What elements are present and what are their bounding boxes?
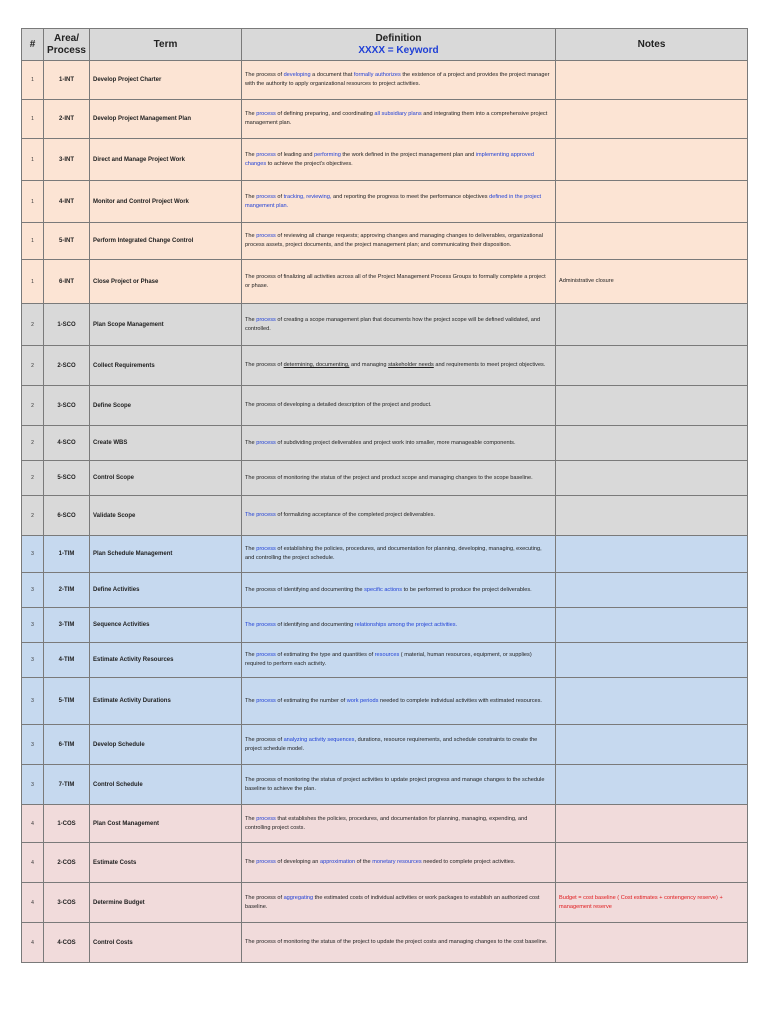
row-number: 4 — [22, 805, 44, 843]
row-term: Create WBS — [90, 426, 242, 461]
row-notes — [556, 100, 748, 139]
table-row — [22, 496, 748, 536]
definition-text: needed to complete project activities. — [421, 859, 516, 866]
table-row — [22, 139, 748, 181]
row-term: Collect Requirements — [90, 346, 242, 386]
keyword-text: process — [256, 233, 276, 240]
row-notes — [556, 223, 748, 260]
table-body — [22, 61, 748, 963]
keyword-text: aggregating — [283, 894, 314, 901]
header-term: Term — [90, 29, 242, 61]
row-process-code: 3-INT — [44, 139, 90, 181]
keyword-text: defined in the project mangement plan. — [245, 193, 542, 209]
row-definition — [242, 678, 556, 725]
row-notes — [556, 181, 748, 223]
table-row — [22, 61, 748, 100]
row-term: Plan Cost Management — [90, 805, 242, 843]
definition-text: The — [245, 316, 257, 323]
row-process-code: 3-TIM — [44, 608, 90, 643]
row-process-code: 1-COS — [44, 805, 90, 843]
row-notes — [556, 765, 748, 805]
definition-text: of reviewing all change requests; approving changes and managing changes to deliverables, organizational process assets, project documents, and the project management plan; and communicating their disposition. — [245, 233, 543, 248]
definition-text: The process of finalizing all activities across all of the Project Management Process Groups to formally complete a project or phase. — [245, 273, 546, 289]
definition-text: of leading and — [275, 151, 315, 158]
header-area: Area/ Process — [44, 29, 90, 61]
table-row — [22, 304, 748, 346]
row-definition — [242, 461, 556, 496]
row-notes — [556, 461, 748, 496]
row-term: Develop Project Charter — [90, 61, 242, 100]
keyword-text: specific actions — [364, 586, 403, 593]
row-term: Define Scope — [90, 386, 242, 426]
row-process-code: 1-INT — [44, 61, 90, 100]
row-number: 3 — [22, 573, 44, 608]
keyword-text: process — [256, 859, 276, 866]
row-term: Develop Project Management Plan — [90, 100, 242, 139]
row-definition — [242, 223, 556, 260]
row-definition — [242, 100, 556, 139]
row-definition — [242, 260, 556, 304]
underlined-text: stakeholder needs — [388, 362, 434, 369]
row-notes — [556, 61, 748, 100]
row-term: Estimate Activity Resources — [90, 643, 242, 678]
keyword-text: approximation — [319, 859, 356, 866]
row-definition — [242, 923, 556, 963]
definition-text: The — [245, 439, 257, 446]
definition-text: of formalizing acceptance of the completed project deliverables. — [275, 512, 435, 519]
keyword-text: work periods — [346, 697, 379, 704]
row-term: Develop Schedule — [90, 725, 242, 765]
keyword-text: resources — [374, 652, 400, 659]
table-row — [22, 386, 748, 426]
keyword-text: process — [256, 151, 276, 158]
definition-text: The — [245, 697, 257, 704]
definition-text: The process of — [245, 72, 284, 79]
definition-text: The — [245, 652, 257, 659]
row-definition — [242, 765, 556, 805]
table-row — [22, 536, 748, 573]
row-notes — [556, 536, 748, 573]
row-definition — [242, 536, 556, 573]
table-row — [22, 461, 748, 496]
definition-text: and integrating them into a comprehensive project management plan. — [245, 111, 548, 126]
row-number: 4 — [22, 923, 44, 963]
keyword-text: implementing approved changes — [245, 151, 534, 167]
keyword-text: process — [256, 697, 276, 704]
row-notes — [556, 386, 748, 426]
row-notes — [556, 923, 748, 963]
definition-text: of establishing the policies, procedures, and documentation for planning, developing, managing, executing, and controlling the project schedule. — [245, 546, 542, 561]
process-table — [21, 28, 748, 963]
row-number: 4 — [22, 883, 44, 923]
row-process-code: 1-TIM — [44, 536, 90, 573]
header-definition-label: Definition — [375, 32, 422, 44]
definition-text: The process of developing a detailed description of the project and product. — [245, 402, 432, 409]
row-number: 1 — [22, 181, 44, 223]
row-process-code: 5-SCO — [44, 461, 90, 496]
definition-text: The process of monitoring the status of the project to update the project costs and managing changes to the cost baseline. — [245, 939, 548, 946]
row-process-code: 6-INT — [44, 260, 90, 304]
definition-text: that establishes the policies, procedures, and documentation for planning, managing, expending, and controlling project costs. — [245, 815, 528, 831]
header-notes: Notes — [556, 29, 748, 61]
keyword-text: process — [256, 652, 276, 659]
definition-text: of estimating the type and quantities of — [275, 652, 375, 659]
row-notes: Budget = cost baseline ( Cost estimates + contengency reserve) + management reserve — [556, 883, 748, 923]
row-process-code: 2-TIM — [44, 573, 90, 608]
row-notes — [556, 843, 748, 883]
row-notes — [556, 608, 748, 643]
table-row — [22, 260, 748, 304]
definition-text: of creating a scope management plan that documents how the project scope will be defined validated, and controlled. — [245, 316, 541, 332]
row-definition — [242, 843, 556, 883]
row-notes — [556, 139, 748, 181]
keyword-text: performing — [314, 151, 341, 158]
table-row — [22, 883, 748, 923]
table-row — [22, 678, 748, 725]
keyword-text: The process — [245, 512, 276, 519]
row-number: 2 — [22, 304, 44, 346]
definition-text: ( material, human resources, equipment, or supplies) required to perform each activity. — [245, 652, 532, 667]
definition-text: The process of identifying and documenting the — [245, 586, 365, 593]
definition-text: and reporting the progress to meet the performance objectives — [331, 193, 490, 200]
row-term: Direct and Manage Project Work — [90, 139, 242, 181]
row-notes — [556, 573, 748, 608]
row-definition — [242, 181, 556, 223]
row-notes — [556, 725, 748, 765]
row-definition — [242, 426, 556, 461]
row-term: Validate Scope — [90, 496, 242, 536]
definition-text: needed to complete individual activities with estimated resources. — [378, 697, 542, 704]
row-definition — [242, 346, 556, 386]
row-number: 1 — [22, 100, 44, 139]
definition-text: of identifying and documenting — [275, 621, 355, 628]
definition-text: of developing an — [275, 859, 320, 866]
row-number: 3 — [22, 725, 44, 765]
row-process-code: 2-SCO — [44, 346, 90, 386]
definition-text: The — [245, 546, 257, 553]
row-process-code: 1-SCO — [44, 304, 90, 346]
table-row — [22, 181, 748, 223]
keyword-text: process — [256, 815, 276, 822]
definition-text: The process of monitoring the status of project activities to update project progress and manage changes to the schedule baseline to achieve the plan. — [245, 776, 545, 792]
definition-text: of — [275, 193, 284, 200]
row-term: Estimate Activity Durations — [90, 678, 242, 725]
row-notes — [556, 805, 748, 843]
row-term: Determine Budget — [90, 883, 242, 923]
row-term: Control Schedule — [90, 765, 242, 805]
row-process-code: 5-INT — [44, 223, 90, 260]
row-definition — [242, 725, 556, 765]
row-process-code: 5-TIM — [44, 678, 90, 725]
row-number: 3 — [22, 643, 44, 678]
table-row — [22, 100, 748, 139]
row-definition — [242, 61, 556, 100]
row-term: Control Costs — [90, 923, 242, 963]
definition-text: The — [245, 859, 257, 866]
row-term: Control Scope — [90, 461, 242, 496]
row-notes — [556, 304, 748, 346]
keyword-text: analyzing activity sequences — [283, 736, 355, 743]
definition-text: the work defined in the project management plan and — [340, 151, 476, 158]
row-process-code: 3-SCO — [44, 386, 90, 426]
row-term: Define Activities — [90, 573, 242, 608]
row-process-code: 4-COS — [44, 923, 90, 963]
row-process-code: 2-COS — [44, 843, 90, 883]
row-definition — [242, 573, 556, 608]
table-row — [22, 923, 748, 963]
keyword-text: process — [256, 316, 276, 323]
definition-text: The process of — [245, 362, 284, 369]
row-definition — [242, 805, 556, 843]
row-term: Monitor and Control Project Work — [90, 181, 242, 223]
header-definition — [242, 29, 556, 61]
definition-text: of defining preparing, and coordinating — [275, 111, 375, 118]
table-row — [22, 805, 748, 843]
definition-text: and managing — [349, 362, 389, 369]
definition-text: The — [245, 233, 257, 240]
table-row — [22, 608, 748, 643]
row-notes — [556, 678, 748, 725]
row-definition — [242, 883, 556, 923]
row-term: Close Project or Phase — [90, 260, 242, 304]
table-row — [22, 426, 748, 461]
row-number: 1 — [22, 260, 44, 304]
row-notes — [556, 426, 748, 461]
row-number: 3 — [22, 678, 44, 725]
row-definition — [242, 304, 556, 346]
row-notes: Administrative closure — [556, 260, 748, 304]
definition-text: The — [245, 815, 257, 822]
definition-text: The process of monitoring the status of the project and product scope and managing changes to the scope baseline. — [245, 474, 533, 481]
definition-text: The — [245, 111, 257, 118]
definition-text: of estimating the number of — [275, 697, 347, 704]
row-number: 3 — [22, 765, 44, 805]
definition-text: of the — [355, 859, 373, 866]
keyword-text: all subsidiary plans — [374, 111, 422, 118]
keyword-text: monetary resources — [372, 859, 422, 866]
row-number: 3 — [22, 536, 44, 573]
row-number: 2 — [22, 346, 44, 386]
row-term: Perform Integrated Change Control — [90, 223, 242, 260]
row-number: 1 — [22, 139, 44, 181]
definition-text: the existence of a project and provides the project manager with the authority to apply organizational resources to project activities. — [245, 72, 550, 87]
row-number: 3 — [22, 608, 44, 643]
keyword-text: developing — [283, 72, 311, 79]
row-definition — [242, 643, 556, 678]
row-process-code: 4-SCO — [44, 426, 90, 461]
row-number: 2 — [22, 426, 44, 461]
table-row — [22, 573, 748, 608]
definition-text: , durations, resource requirements, and schedule constraints to create the project schedule model. — [245, 736, 538, 752]
definition-text: and requirements to meet project objectives. — [433, 362, 546, 369]
definition-text: The process of — [245, 894, 284, 901]
row-term: Sequence Activities — [90, 608, 242, 643]
underlined-text: determining, documenting, — [283, 362, 350, 369]
keyword-text: formally authorizes — [353, 72, 401, 79]
definition-text: The — [245, 193, 257, 200]
row-notes — [556, 346, 748, 386]
row-term: Plan Schedule Management — [90, 536, 242, 573]
row-number: 1 — [22, 61, 44, 100]
keyword-legend: XXXX = Keyword — [358, 44, 439, 56]
keyword-text: process — [256, 193, 276, 200]
row-notes — [556, 643, 748, 678]
keyword-text: process — [256, 439, 276, 446]
header-num: # — [22, 29, 44, 61]
row-process-code: 4-INT — [44, 181, 90, 223]
row-number: 2 — [22, 461, 44, 496]
table-row — [22, 843, 748, 883]
row-number: 4 — [22, 843, 44, 883]
row-definition — [242, 608, 556, 643]
definition-text: of subdividing project deliverables and project work into smaller, more manageable components. — [275, 439, 516, 446]
table-row — [22, 643, 748, 678]
table-row — [22, 346, 748, 386]
row-definition — [242, 386, 556, 426]
keyword-text: tracking, reviewing, — [283, 193, 332, 200]
table-row — [22, 765, 748, 805]
row-term: Estimate Costs — [90, 843, 242, 883]
definition-text: to achieve the project's objectives. — [266, 160, 353, 167]
row-process-code: 6-SCO — [44, 496, 90, 536]
row-process-code: 3-COS — [44, 883, 90, 923]
row-process-code: 6-TIM — [44, 725, 90, 765]
keyword-text: process — [256, 546, 276, 553]
row-notes — [556, 496, 748, 536]
row-term: Plan Scope Management — [90, 304, 242, 346]
row-definition — [242, 139, 556, 181]
table-row — [22, 725, 748, 765]
definition-text: The — [245, 151, 257, 158]
row-process-code: 7-TIM — [44, 765, 90, 805]
row-process-code: 2-INT — [44, 100, 90, 139]
row-number: 2 — [22, 386, 44, 426]
row-number: 1 — [22, 223, 44, 260]
definition-text: a document that — [310, 72, 354, 79]
definition-text: The process of — [245, 736, 284, 743]
row-number: 2 — [22, 496, 44, 536]
row-process-code: 4-TIM — [44, 643, 90, 678]
header-row — [22, 29, 748, 61]
table-row — [22, 223, 748, 260]
definition-text: the estimated costs of individual activities or work packages to establish an authorized cost baseline. — [245, 894, 540, 910]
keyword-text: relationships among the project activities. — [354, 621, 458, 628]
keyword-text: process — [256, 111, 276, 118]
row-definition — [242, 496, 556, 536]
definition-text: to be performed to produce the project deliverables. — [402, 586, 532, 593]
keyword-text: The process — [245, 621, 276, 628]
